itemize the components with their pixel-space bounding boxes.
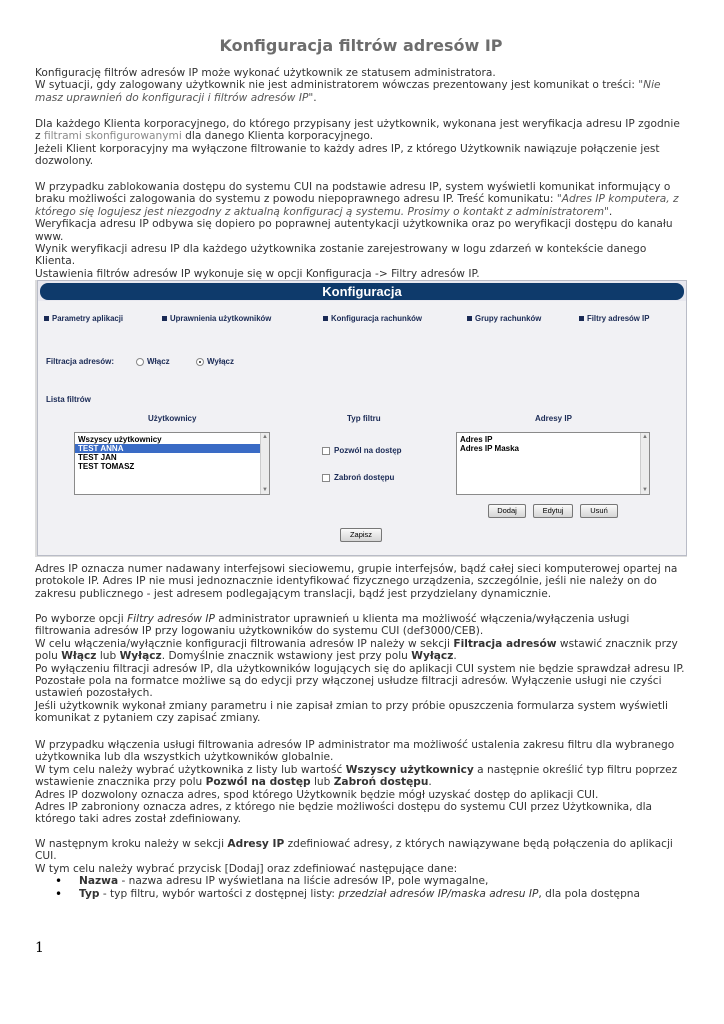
ip-listbox[interactable] xyxy=(456,432,650,495)
bullet-square-icon xyxy=(44,316,49,321)
configuration-screenshot xyxy=(35,280,687,557)
ip-verification-paragraph: Dla każdego Klienta korporacyjnego, do którego przypisany jest użytkownik, wykonana jest weryfikacja adresu IP zgodnie z filtrami skonfigurowanymi dla danego Klienta korporacyjnego. Jeżeli Klient korporacyjny ma wyłączone filtrowanie to każdy adres IP, z którego Użytkownik nawiązuje połączenie jest dozwolony. xyxy=(35,118,680,168)
configuration-header: Konfiguracja xyxy=(40,283,684,300)
nav-account-groups[interactable]: Grupy rachunków xyxy=(467,314,541,323)
scroll-down-icon[interactable]: ▼ xyxy=(262,487,268,493)
page-title: Konfiguracja filtrów adresów IP xyxy=(219,36,503,55)
scrollbar[interactable] xyxy=(260,433,269,494)
checkbox-deny[interactable]: Zabroń dostępu xyxy=(322,473,394,482)
type-column-header: Typ filtru xyxy=(347,414,381,423)
users-listbox[interactable] xyxy=(74,432,270,495)
ip-definition-paragraph: Adres IP oznacza numer nadawany interfejsowi sieciowemu, grupie interfejsów, bądź całej sieci komputerowej opartej na protokole IP. Adres IP nie musi jednoznacznie identyfikować fizycznego urządzenia, szczególnie, jeśli nie należy on do zakresu publicznego - jest adresem podlegającym translacji, bądź jest przydzielany dynamicznie. xyxy=(35,563,678,600)
nav-account-config[interactable]: Konfiguracja rachunków xyxy=(323,314,422,323)
filter-label: Filtracja adresów: xyxy=(46,357,115,366)
list-item[interactable]: TEST TOMASZ xyxy=(78,462,135,471)
list-item-selected[interactable]: TEST ANNA xyxy=(75,444,269,453)
filter-scope-paragraph: W przypadku włączenia usługi filtrowania adresów IP administrator ma możliwość ustalenia zakresu filtru dla wybranego użytkownika lub dla wszystkich użytkowników globalnie. W tym celu należy wybrać użytkownika z listy lub wartość Wszyscy użytkownicy a następnie określić typ filtru poprzez wstawienie znacznika przy polu Pozwól na dostęp lub Zabroń dostępu. Adres IP dozwolony oznacza adres, spod którego Użytkownik będzie mógł uzyskać dostęp do aplikacji CUI. Adres IP zabroniony oznacza adres, z którego nie będzie możliwości dostępu do systemu CUI przez Użytkownika, dla którego taki adres został zdefiniowany. xyxy=(35,739,678,826)
list-item[interactable]: Wszyscy użytkownicy xyxy=(78,435,162,444)
checkbox-icon xyxy=(322,474,330,482)
nav-ip-filters[interactable]: Filtry adresów IP xyxy=(579,314,649,323)
definition-list xyxy=(35,875,687,900)
scroll-up-icon[interactable]: ▲ xyxy=(262,434,268,440)
radio-disable[interactable]: Wyłącz xyxy=(196,357,234,366)
intro-paragraph: Konfigurację filtrów adresów IP może wykonać użytkownik ze statusem administratora. W sytuacji, gdy zalogowany użytkownik nie jest administratorem wówczas prezentowany jest komunikat o treści: "Nie masz uprawnień do konfiguracji i filtrów adresów IP". xyxy=(35,67,661,104)
checkbox-icon xyxy=(322,447,330,455)
list-item[interactable]: Adres IP xyxy=(460,435,493,444)
bullet-square-icon xyxy=(579,316,584,321)
list-item[interactable]: TEST JAN xyxy=(78,453,117,462)
checkbox-allow[interactable]: Pozwól na dostęp xyxy=(322,446,402,455)
edit-button[interactable]: Edytuj xyxy=(533,504,573,518)
ip-addresses-paragraph: W następnym kroku należy w sekcji Adresy IP zdefiniować adresy, z których nawiązywane będą połączenia do aplikacji CUI. W tym celu należy wybrać przycisk [Dodaj] oraz zdefiniować następujące dane: • Nazwa - nazwa adresu IP wyświetlana na liście adresów IP, pole wymagalne, • Typ - typ filtru, wybór wartości z dostępnej listy: przedział adresów IP/maska adresu IP, dla pola dostępna xyxy=(35,838,687,900)
scroll-up-icon[interactable]: ▲ xyxy=(642,434,648,440)
bullet-square-icon xyxy=(323,316,328,321)
list-item: • Typ - typ filtru, wybór wartości z dostępnej listy: przedział adresów IP/maska adresu IP, dla pola dostępna xyxy=(35,888,687,900)
nav-app-params[interactable]: Parametry aplikacji xyxy=(44,314,123,323)
delete-button[interactable]: Usuń xyxy=(580,504,618,518)
filter-list-title: Lista filtrów xyxy=(46,395,91,404)
blocked-access-paragraph: W przypadku zablokowania dostępu do systemu CUI na podstawie adresu IP, system wyświetli komunikat informujący o braku możliwości zalogowania do systemu z powodu niepoprawnego adresu IP. Treść komunikatu: "Adres IP komputera, z którego się logujesz jest niezgodny z aktualną konfiguracj ą systemu. Prosimy o kontakt z administratorem". Weryfikacja adresu IP odbywa się dopiero po poprawnej autentykacji użytkownika oraz po weryfikacji dostępu do kanału www. Wynik weryfikacji adresu IP dla każdego użytkownika zostanie zarejestrowany w logu zdarzeń w kontekście danego Klienta. xyxy=(35,181,679,268)
bullet-square-icon xyxy=(467,316,472,321)
list-item[interactable]: Adres IP Maska xyxy=(460,444,519,453)
list-item: • Nazwa - nazwa adresu IP wyświetlana na liście adresów IP, pole wymagalne, xyxy=(35,875,687,887)
settings-location-paragraph: Ustawienia filtrów adresów IP wykonuje się w opcji Konfiguracja -> Filtry adresów IP. xyxy=(35,268,480,280)
bullet-square-icon xyxy=(162,316,167,321)
filter-option-paragraph: Po wyborze opcji Filtry adresów IP administrator uprawnień u klienta ma możliwość włączenia/wyłączenia usługi filtrowania adresów IP przy logowaniu użytkowników do systemu CUI (def3000/CEB). W celu włączenia/wyłącznie konfiguracji filtrowania adresów IP należy w sekcji Filtracja adresów wstawić znacznik przy polu Włącz lub Wyłącz. Domyślnie znacznik wstawiony jest przy polu Wyłącz. Po wyłączeniu filtracji adresów IP, dla użytkowników logujących się do aplikacji CUI system nie będzie sprawdzał adresu IP. Pozostałe pola na formatce możliwe są do edycji przy włączonej usłudze filtracji adresów. Wyłączenie usługi nie czyści ustawień pozostałych. Jeśli użytkownik wykonał zmiany parametru i nie zapisał zmian to przy próbie opuszczenia formularza system wyświetli komunikat z pytaniem czy zapisać zmiany. xyxy=(35,613,685,725)
scrollbar[interactable] xyxy=(640,433,649,494)
add-button[interactable]: Dodaj xyxy=(488,504,526,518)
nav-user-permissions[interactable]: Uprawnienia użytkowników xyxy=(162,314,271,323)
page-number: 1 xyxy=(35,940,44,956)
radio-enable[interactable]: Włącz xyxy=(136,357,170,366)
users-column-header: Użytkownicy xyxy=(148,414,197,423)
save-button[interactable]: Zapisz xyxy=(340,528,382,542)
ip-column-header: Adresy IP xyxy=(535,414,572,423)
radio-icon xyxy=(136,358,144,366)
radio-selected-icon xyxy=(196,358,204,366)
scroll-down-icon[interactable]: ▼ xyxy=(642,487,648,493)
